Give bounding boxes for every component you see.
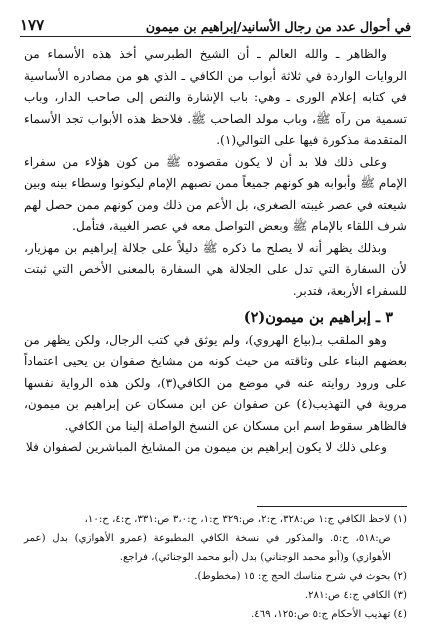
footnote-1-continuation: ص:٥١٨، ح:٥. والمذكور في نسخة الكافي المطبوعة (عمرو الأهوازي) بدل (عمر الأهوازي) و(أبو محمد الوجناني) بدل (أبو محمد الوجنائي)، فراجع. — [24, 533, 391, 563]
header-divider — [20, 36, 411, 37]
footnote-divider — [257, 506, 407, 507]
footnote-3: (٣) الكافي ج:٤ ص:٢٨١. — [304, 590, 407, 601]
footnote-4: (٤) تهذيب الأحكام ج:٥ ص:١٢٥، ٤٦٩. — [251, 609, 407, 620]
paragraph: وعلى ذلك فلا بد أن لا يكون مقصوده ﷺ من كون هؤلاء من سفراء الإمام ﷺ وأبوابه هو كونهم جميعاً ممن نصبهم الإمام ليكونوا وسطاء بينه وبين شيعته في عصر غيبته الصغرى، بل الأعم من ذلك ومن كونهم ممن حصل لهم شرف اللقاء بالإمام ﷺ وبعض التواصل معه في عصر الغيبة، فتأمل. — [24, 154, 407, 233]
paragraph: والظاهر ـ والله العالم ـ أن الشيخ الطبرسي أخذ هذه الأسماء من الروايات الواردة في ثلاثة أبواب من الكافي ـ الذي هو من مصادره الأساسية في كتابه إعلام الورى ـ وهي: باب الإشارة والنص إلى صاحب الدار، وباب تسمية من رآه ﷺ، وباب مولد الصاحب ﷺ. فلاحظ هذه الأبواب تجد الأسماء المتقدمة مذكورة فيها على التوالي(١). — [24, 47, 407, 147]
footnotes — [24, 510, 407, 624]
main-text — [24, 44, 407, 459]
footnote-1: (١) لاحظ الكافي ج:١ ص:٣٢٨، ح:٢، ص:٣٢٩ ح:١، ح:٣،٠ ص:٣٣١، ح:٤، ح:١٠، — [84, 514, 407, 525]
paragraph: وبذلك يظهر أنه لا يصلح ما ذكره ﷺ دليلاً على جلالة إبراهيم بن مهزيار، لأن السفارة التي تدل على الجلالة هي السفارة بالمعنى الأخص التي ثبتت للسفراء الأربعة، فتدبر. — [24, 240, 407, 298]
page-header — [20, 12, 411, 34]
section-heading: ٣ ـ إبراهيم بن ميمون(٢) — [243, 309, 393, 326]
paragraph: وهو الملقب بـ(بياع الهروي)، ولم يوثق في كتب الرجال، ولكن يظهر من بعضهم البناء على وثاقته من حيث كونه من مشايخ صفوان بن يحيى اعتماداً على ورود روايته عنه في موضع من الكافي(٣)، ولكن هذه الرواية نفسها مروية في التهذيب(٤) عن صفوان عن ابن مسكان عن إبراهيم بن ميمون، فالظاهر سقوط اسم ابن مسكان عن النسخ الواصلة إلينا من الكافي. — [24, 332, 408, 433]
page-number: ١٧٧ — [20, 16, 45, 34]
paragraph: وعلى ذلك لا يكون إبراهيم بن ميمون من المشايخ المباشرين لصفوان فلا — [25, 440, 387, 454]
running-title: في أحوال عدد من رجال الأسانيد/إبراهيم بن ميمون — [145, 19, 411, 34]
footnote-2: (٢) بحوث في شرح مناسك الحج ج: ١٥ (مخطوط). — [194, 571, 407, 582]
